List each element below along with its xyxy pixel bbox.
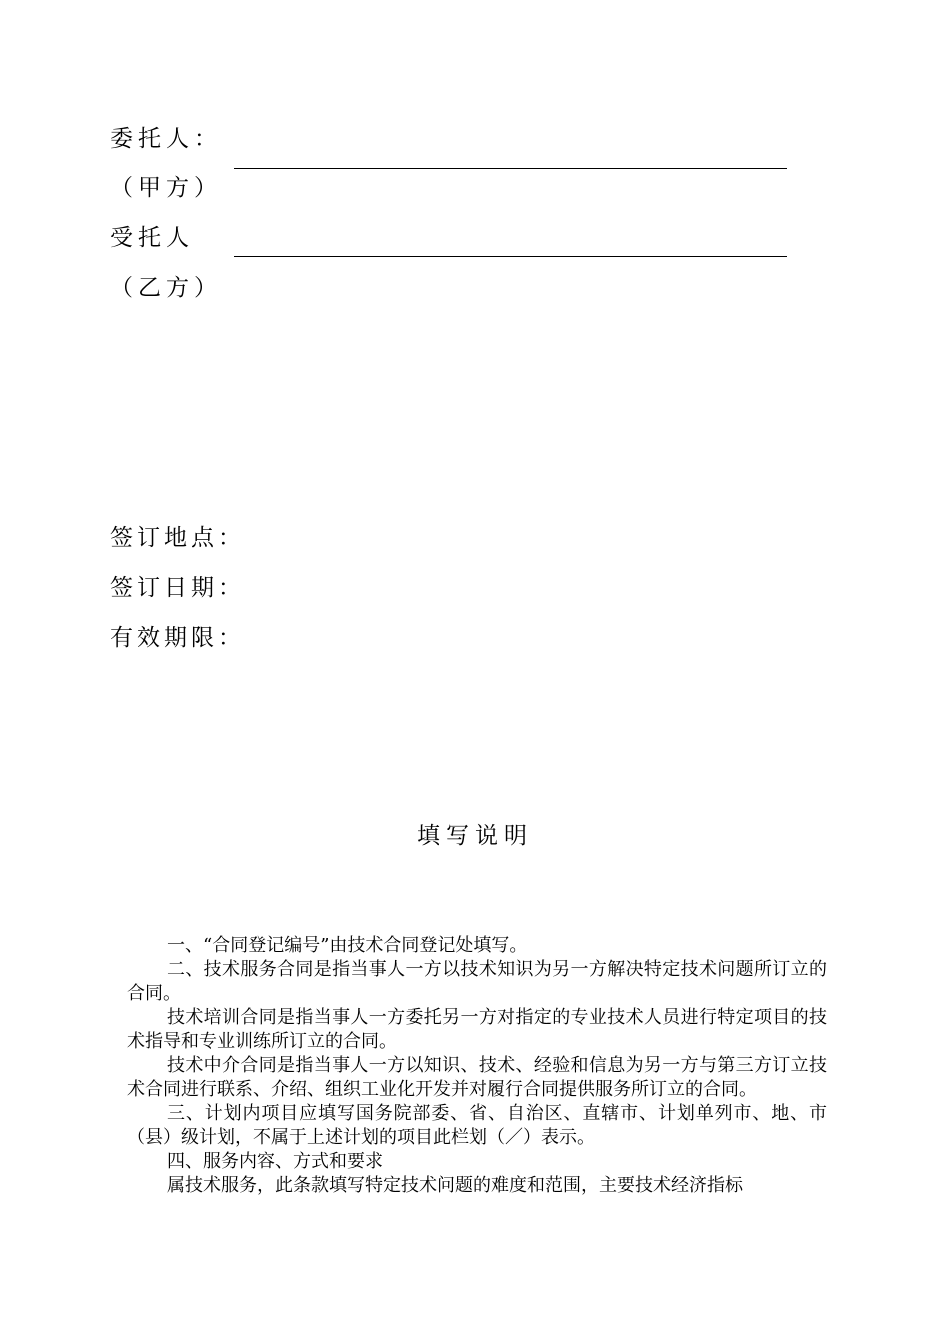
signing-place-label: 签订地点： [110,525,245,551]
contractor-name-line[interactable] [234,256,787,257]
instructions-body [127,934,827,1198]
client-name-line[interactable] [234,168,787,169]
instruction-paragraph: 二、技术服务合同是指当事人一方以技术知识为另一方解决特定技术问题所订立的合同。 [127,959,827,1004]
instruction-paragraph: 技术培训合同是指当事人一方委托另一方对指定的专业技术人员进行特定项目的技术指导和专业训练所订立的合同。 [127,1007,827,1052]
instructions-title: 填写说明 [417,823,533,849]
instruction-paragraph: 三、计划内项目应填写国务院部委、省、自治区、直辖市、计划单列市、地、市（县）级计划，不属于上述计划的项目此栏划（／）表示。 [127,1103,827,1148]
contractor-label: 受托人 [110,225,194,251]
client-label: 委托人： [110,126,222,152]
client-sub-label: （甲方） [110,175,222,201]
validity-period-label: 有效期限： [110,625,245,651]
signing-date-label: 签订日期： [110,575,245,601]
instruction-paragraph: 属技术服务，此条款填写特定技术问题的难度和范围，主要技术经济指标 [167,1175,743,1196]
instruction-paragraph: 技术中介合同是指当事人一方以知识、技术、经验和信息为另一方与第三方订立技术合同进行联系、介绍、组织工业化开发并对履行合同提供服务所订立的合同。 [127,1055,827,1100]
contractor-sub-label: （乙方） [110,275,222,301]
instruction-paragraph: 四、服务内容、方式和要求 [167,1151,383,1172]
instruction-paragraph: 一、“合同登记编号”由技术合同登记处填写。 [167,935,528,956]
